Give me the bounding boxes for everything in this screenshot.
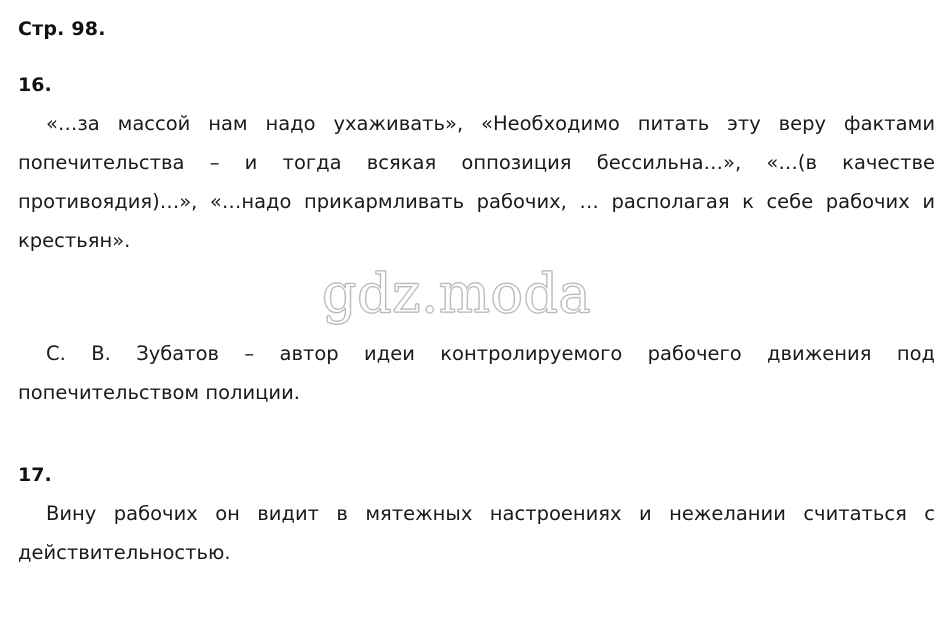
task-16-paragraph-2: С. В. Зубатов – автор идеи контролируемого рабочего движения под попечительством полиции.	[18, 342, 935, 404]
task-17-paragraph-1: Вину рабочих он видит в мятежных настроениях и нежелании считаться с действительностью.	[18, 502, 935, 564]
task-17-number: 17.	[18, 464, 52, 486]
site-watermark: gdz.moda	[322, 262, 592, 325]
page-reference-period: .	[98, 18, 106, 40]
task-16-number: 16.	[18, 74, 52, 96]
task-17	[14, 464, 939, 572]
page-reference	[18, 18, 939, 40]
task-16	[14, 74, 939, 412]
task-16-paragraph-1: «…за массой нам надо ухаживать», «Необходимо питать эту веру фактами попечительства – и тогда всякая оппозиция бессильна…», «…(в качестве противоядия)…», «…надо прикармливать рабочих, … располагая к себе рабочих и крестьян».	[18, 112, 935, 252]
watermark-gap	[14, 260, 939, 326]
page-reference-text: Стр. 98	[18, 18, 99, 40]
